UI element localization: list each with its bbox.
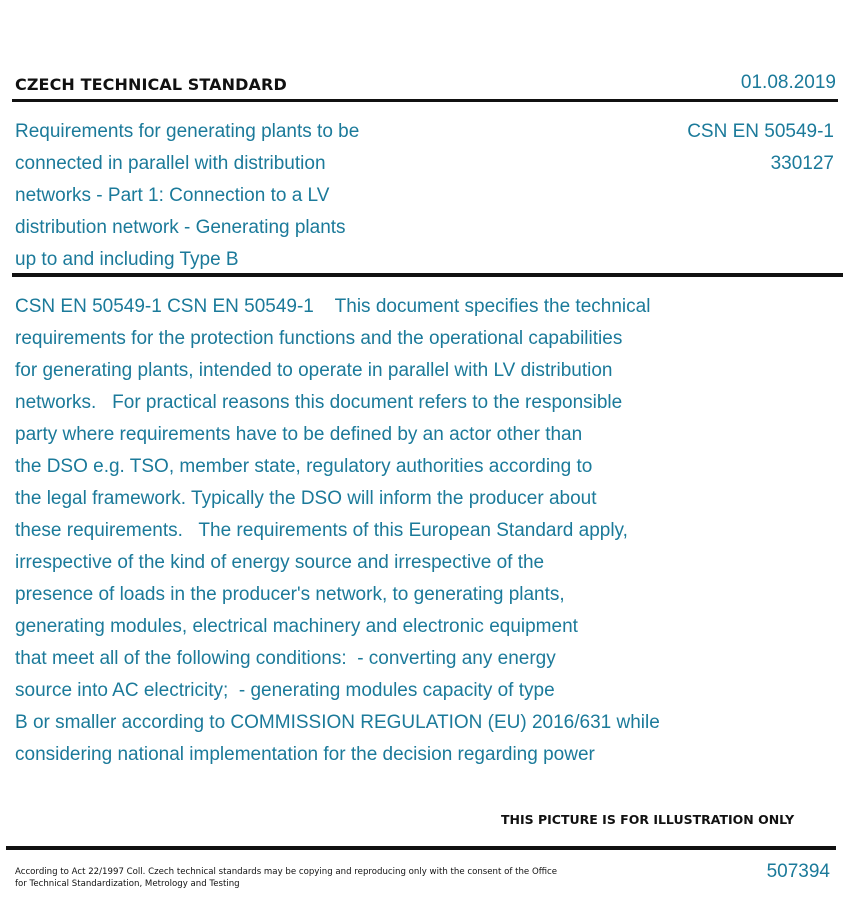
document-abstract bbox=[15, 291, 845, 771]
abstract-line: requirements for the protection functions and the operational capabilities bbox=[15, 328, 623, 349]
abstract-line: party where requirements have to be defined by an actor other than bbox=[15, 424, 583, 445]
abstract-line: the legal framework. Typically the DSO will inform the producer about bbox=[15, 488, 597, 509]
publication-date: 01.08.2019 bbox=[740, 72, 836, 93]
abstract-line: CSN EN 50549-1 CSN EN 50549-1 This document specifies the technical bbox=[15, 296, 651, 317]
title-divider bbox=[12, 273, 843, 277]
abstract-line: B or smaller according to COMMISSION REGULATION (EU) 2016/631 while bbox=[15, 712, 660, 733]
abstract-line: irrespective of the kind of energy source and irrespective of the bbox=[15, 552, 545, 573]
footer-divider bbox=[6, 846, 836, 850]
document-title-line: connected in parallel with distribution bbox=[15, 153, 326, 174]
standard-code: CSN EN 50549-1 bbox=[687, 121, 834, 142]
document-title-line: distribution network - Generating plants bbox=[15, 217, 346, 238]
abstract-line: source into AC electricity; - generating modules capacity of type bbox=[15, 680, 555, 701]
abstract-line: presence of loads in the producer's network, to generating plants, bbox=[15, 584, 565, 605]
document-title-line: Requirements for generating plants to be bbox=[15, 121, 360, 142]
catalog-number: 330127 bbox=[770, 153, 834, 174]
abstract-line: generating modules, electrical machinery and electronic equipment bbox=[15, 616, 578, 637]
abstract-line: for generating plants, intended to operate in parallel with LV distribution bbox=[15, 360, 613, 381]
copyright-notice-line: for Technical Standardization, Metrology and Testing bbox=[15, 879, 240, 889]
copyright-notice bbox=[15, 866, 595, 890]
abstract-line: the DSO e.g. TSO, member state, regulatory authorities according to bbox=[15, 456, 593, 477]
document-id: 507394 bbox=[766, 861, 830, 882]
header-divider bbox=[12, 99, 838, 102]
abstract-line: networks. For practical reasons this document refers to the responsible bbox=[15, 392, 623, 413]
document-title-line: up to and including Type B bbox=[15, 249, 239, 270]
copyright-notice-line: According to Act 22/1997 Coll. Czech technical standards may be copying and reproducing only with the consent of the Office bbox=[15, 867, 558, 877]
document-identifiers bbox=[687, 116, 834, 180]
abstract-line: these requirements. The requirements of this European Standard apply, bbox=[15, 520, 628, 541]
document-title-line: networks - Part 1: Connection to a LV bbox=[15, 185, 330, 206]
document-title bbox=[15, 116, 435, 276]
illustration-only-notice: THIS PICTURE IS FOR ILLUSTRATION ONLY bbox=[501, 812, 795, 827]
standard-header-title: CZECH TECHNICAL STANDARD bbox=[15, 75, 287, 94]
abstract-line: that meet all of the following conditions: - converting any energy bbox=[15, 648, 556, 669]
abstract-line: considering national implementation for the decision regarding power bbox=[15, 744, 595, 765]
